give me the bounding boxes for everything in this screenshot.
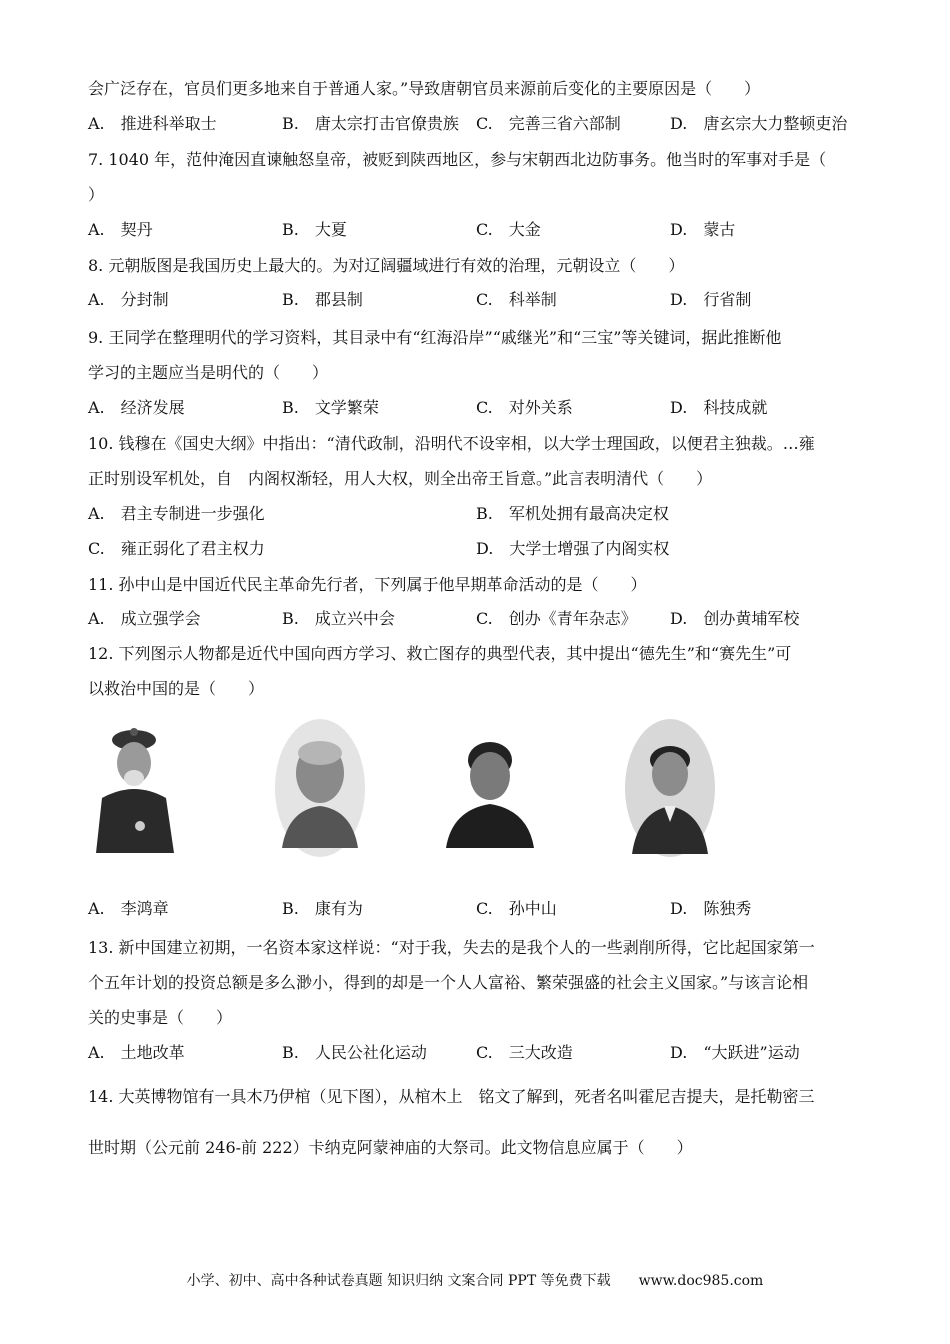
question-text-line: 14. 大英博物馆有一具木乃伊棺（见下图），从棺木上 铭文了解到，死者名叫霍尼吉提夫，是托勒密三 xyxy=(88,1087,815,1106)
answer-option: B. 大夏 xyxy=(282,220,347,239)
answer-option: A. 契丹 xyxy=(88,220,153,239)
answer-option: A. 君主专制进一步强化 xyxy=(88,504,265,523)
question-text-line: 世时期（公元前 246-前 222）卡纳克阿蒙神庙的大祭司。此文物信息应属于（ ） xyxy=(88,1138,693,1157)
portrait-kang-youwei xyxy=(274,718,366,858)
portrait-li-hongzhang xyxy=(88,718,180,858)
answer-option: C. 孙中山 xyxy=(476,899,557,918)
answer-option: A. 李鸿章 xyxy=(88,899,169,918)
question-text-line: 正时别设军机处，自 内阁权渐轻，用人大权，则全出帝王旨意。”此言表明清代（ ） xyxy=(88,469,713,488)
answer-option: B. 军机处拥有最高决定权 xyxy=(476,504,669,523)
question-text-line: 以救治中国的是（ ） xyxy=(88,679,265,698)
answer-option: B. 康有为 xyxy=(282,899,363,918)
answer-option: A. 推进科举取士 xyxy=(88,114,217,133)
answer-option: C. 科举制 xyxy=(476,290,557,309)
answer-option: D. 蒙古 xyxy=(670,220,736,239)
question-text-line: 8. 元朝版图是我国历史上最大的。为对辽阔疆域进行有效的治理，元朝设立（ ） xyxy=(88,256,685,275)
answer-option: B. 文学繁荣 xyxy=(282,398,379,417)
question-text-line: ） xyxy=(88,185,105,204)
answer-option: B. 唐太宗打击官僚贵族 xyxy=(282,114,459,133)
answer-option: D. “大跃进”运动 xyxy=(670,1043,800,1062)
answer-option: C. 三大改造 xyxy=(476,1043,573,1062)
answer-option: D. 唐玄宗大力整顿吏治 xyxy=(670,114,848,133)
question-text-line: 会广泛存在，官员们更多地来自于普通人家。”导致唐朝官员来源前后变化的主要原因是（ ） xyxy=(88,79,761,98)
question-text-line: 个五年计划的投资总额是多么渺小，得到的却是一个人人富裕、繁荣强盛的社会主义国家。”与该言论相 xyxy=(88,973,809,992)
answer-option: A. 成立强学会 xyxy=(88,609,201,628)
question-text-line: 13. 新中国建立初期，一名资本家这样说：“对于我，失去的是我个人的一些剥削所得，它比起国家第一 xyxy=(88,938,815,957)
question-text-line: 9. 王同学在整理明代的学习资料，其目录中有“红海沿岸”“戚继光”和“三宝”等关键词，据此推断他 xyxy=(88,328,782,347)
question-text-line: 学习的主题应当是明代的（ ） xyxy=(88,363,329,382)
question-text-line: 10. 钱穆在《国史大纲》中指出：“清代政制，沿明代不设宰相，以大学士理国政，以便君主独裁。…雍 xyxy=(88,434,815,453)
answer-option: C. 雍正弱化了君主权力 xyxy=(88,539,265,558)
portrait-sun-zhongshan xyxy=(444,718,536,858)
answer-option: B. 成立兴中会 xyxy=(282,609,395,628)
answer-option: A. 经济发展 xyxy=(88,398,185,417)
answer-option: B. 人民公社化运动 xyxy=(282,1043,427,1062)
answer-option: C. 大金 xyxy=(476,220,541,239)
answer-option: B. 郡县制 xyxy=(282,290,363,309)
answer-option: D. 行省制 xyxy=(670,290,752,309)
question-text-line: 7. 1040 年，范仲淹因直谏触怒皇帝，被贬到陕西地区，参与宋朝西北边防事务。他当时的军事对手是（ xyxy=(88,150,827,169)
answer-option: D. 大学士增强了内阁实权 xyxy=(476,539,670,558)
answer-option: A. 分封制 xyxy=(88,290,169,309)
question-text-line: 关的史事是（ ） xyxy=(88,1008,233,1027)
answer-option: A. 土地改革 xyxy=(88,1043,185,1062)
answer-option: C. 创办《青年杂志》 xyxy=(476,609,637,628)
question-text-line: 11. 孙中山是中国近代民主革命先行者，下列属于他早期革命活动的是（ ） xyxy=(88,575,647,594)
answer-option: C. 对外关系 xyxy=(476,398,573,417)
question-text-line: 12. 下列图示人物都是近代中国向西方学习、救亡图存的典型代表，其中提出“德先生”和“赛先生”可 xyxy=(88,644,792,663)
answer-option: D. 科技成就 xyxy=(670,398,768,417)
portrait-chen-duxiu xyxy=(624,718,716,858)
answer-option: C. 完善三省六部制 xyxy=(476,114,621,133)
page-footer: 小学、初中、高中各种试卷真题 知识归纳 文案合同 PPT 等免费下载 www.doc985.com xyxy=(186,1273,764,1289)
answer-option: D. 创办黄埔军校 xyxy=(670,609,800,628)
answer-option: D. 陈独秀 xyxy=(670,899,752,918)
